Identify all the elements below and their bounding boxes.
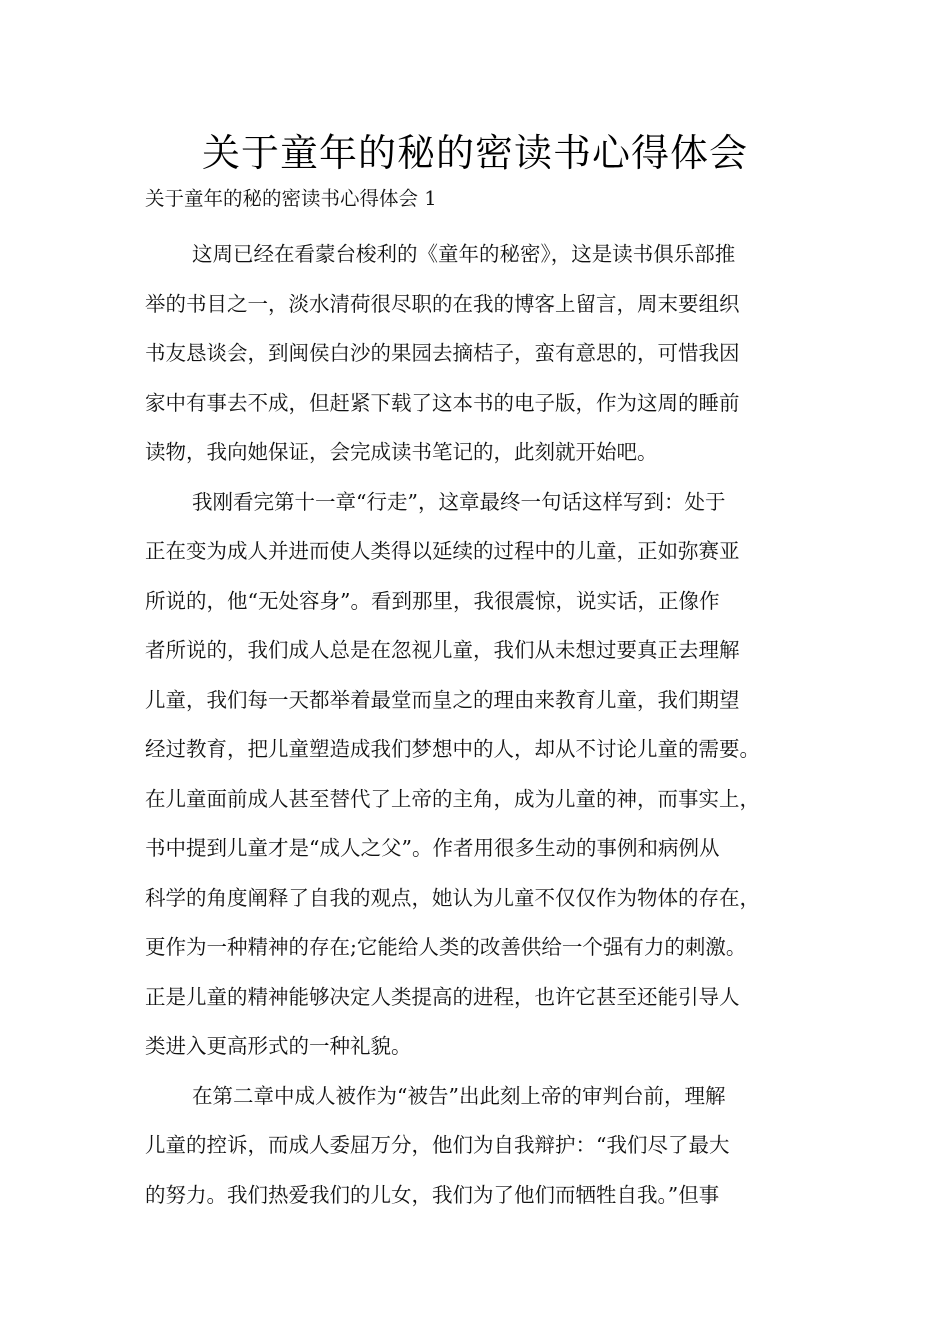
paragraph-3	[145, 1072, 805, 1221]
paragraph-line: 这周已经在看蒙台梭利的《童年的秘密》，这是读书俱乐部推	[192, 242, 736, 266]
paragraph-line: 正在变为成人并进而使人类得以延续的过程中的儿童，正如弥赛亚	[145, 539, 740, 563]
paragraph-line: 书友恳谈会，到闽侯白沙的果园去摘桔子，蛮有意思的，可惜我因	[145, 341, 740, 365]
paragraph-line: 家中有事去不成，但赶紧下载了这本书的电子版，作为这周的睡前	[145, 390, 740, 415]
document-body	[145, 230, 805, 1220]
paragraph-line: 举的书目之一，淡水清荷很尽职的在我的博客上留言，周末要组织	[145, 291, 740, 316]
paragraph-line: 更作为一种精神的存在;它能给人类的改善供给一个强有力的刺激。	[145, 935, 747, 959]
paragraph-line: 儿童的控诉，而成人委屈万分，他们为自我辩护：“我们尽了最大	[145, 1133, 730, 1157]
paragraph-line: 所说的，他“无处容身”。看到那里，我很震惊，说实话，正像作	[145, 588, 720, 613]
paragraph-line: 儿童，我们每一天都举着最堂而皇之的理由来教育儿童，我们期望	[145, 687, 740, 712]
paragraph-line: 正是儿童的精神能够决定人类提高的进程，也许它甚至还能引导人	[145, 984, 740, 1009]
paragraph-line: 科学的角度阐释了自我的观点，她认为儿童不仅仅作为物体的存在，	[145, 885, 760, 910]
paragraph-line: 我刚看完第十一章“行走”，这章最终一句话这样写到：处于	[192, 489, 726, 514]
paragraph-line: 读物，我向她保证，会完成读书笔记的，此刻就开始吧。	[145, 440, 658, 464]
paragraph-2	[145, 478, 805, 1072]
paragraph-line: 书中提到儿童才是“成人之父”。作者用很多生动的事例和病例从	[145, 836, 720, 860]
paragraph-1	[145, 230, 805, 478]
document-title: 关于童年的秘的密读书心得体会	[201, 131, 748, 175]
paragraph-line: 在第二章中成人被作为“被告”出此刻上帝的审判台前，理解	[192, 1083, 726, 1108]
paragraph-line: 者所说的，我们成人总是在忽视儿童，我们从未想过要真正去理解	[145, 638, 740, 662]
paragraph-line: 经过教育，把儿童塑造成我们梦想中的人，却从不讨论儿童的需要。	[145, 737, 760, 761]
paragraph-line: 类进入更高形式的一种礼貌。	[145, 1034, 412, 1058]
paragraph-line: 的努力。我们热爱我们的儿女，我们为了他们而牺牲自我。”但事	[145, 1182, 720, 1207]
section-heading: 关于童年的秘的密读书心得体会 1	[145, 187, 437, 210]
paragraph-line: 在儿童面前成人甚至替代了上帝的主角，成为儿童的神，而事实上，	[145, 786, 760, 811]
